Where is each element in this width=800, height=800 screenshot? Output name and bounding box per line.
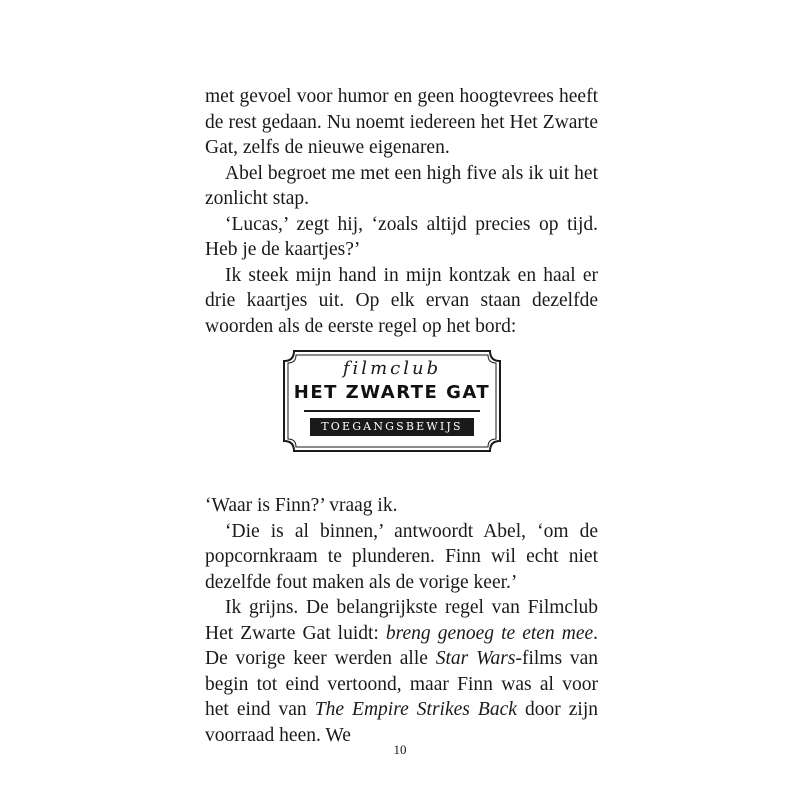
ticket-band-text: TOEGANGSBEWIJS [321, 420, 463, 433]
page-body [205, 84, 598, 748]
ticket-illustration-area [205, 349, 598, 487]
italic-film-title-star-wars: Star Wars [435, 648, 516, 669]
paragraph-7 [205, 595, 598, 748]
paragraph-7-part-g: door zijn voorraad heen. We [205, 699, 598, 746]
paragraph-5: ‘Waar is Finn?’ vraag ik. [205, 495, 398, 516]
paragraph-2: Abel begroet me met een high five als ik uit het zonlicht stap. [205, 162, 598, 209]
ticket-script-text: filmclub [342, 358, 442, 379]
page-number: 10 [393, 742, 407, 757]
paragraph-6: ‘Die is al binnen,’ antwoordt Abel, ‘om de popcornkraam te plunderen. Finn wil echt niet dezelfde fout maken als de vorige keer.’ [205, 520, 598, 593]
ticket-divider [304, 410, 480, 412]
paragraph-7-part-e: -films van begin tot eind vertoond, maar Finn was al voor het eind van [205, 648, 599, 720]
paragraph-7-part-a: Ik grijns. De belangrijkste regel van Filmclub Het Zwarte Gat luidt: [205, 597, 598, 644]
italic-rule-text: breng genoeg te eten mee [385, 622, 594, 644]
paragraph-4: Ik steek mijn hand in mijn kontzak en haal er drie kaartjes uit. Op elk ervan staan dezelfde woorden als de eerste regel op het bord: [205, 264, 598, 337]
admission-ticket [282, 349, 502, 453]
paragraph-7-part-c: . De vorige keer werden alle [205, 622, 598, 669]
ticket-title: HET ZWARTE GAT [293, 382, 491, 403]
paragraph-3: ‘Lucas,’ zegt hij, ‘zoals altijd precies op tijd. Heb je de kaartjes?’ [205, 213, 598, 260]
paragraph-1: met gevoel voor humor en geen hoogtevrees heeft de rest gedaan. Nu noemt iedereen het Het Zwarte Gat, zelfs de nieuwe eigenaren. [205, 86, 598, 158]
ticket-band [310, 418, 474, 436]
italic-film-title-empire: The Empire Strikes Back [314, 699, 517, 720]
